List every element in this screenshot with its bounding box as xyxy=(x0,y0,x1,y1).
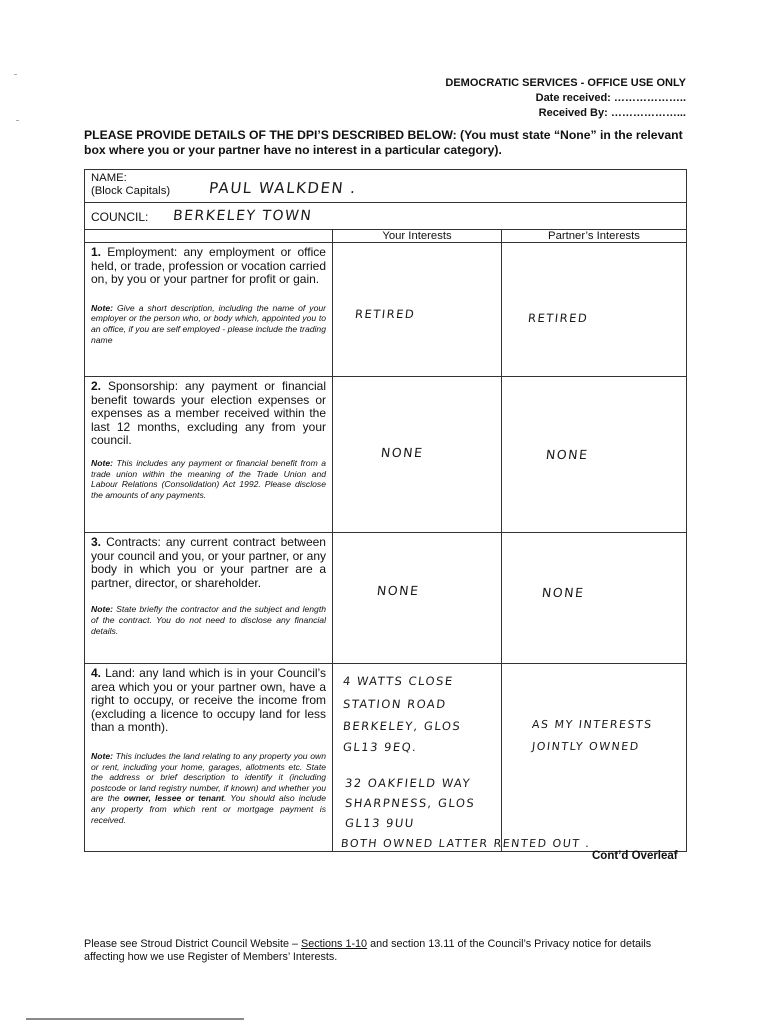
category-1-note-label: Note: xyxy=(91,302,113,313)
category-2-note xyxy=(91,458,326,500)
category-4-note-emphasis: owner, lessee or tenant xyxy=(123,793,225,804)
column-header-row xyxy=(85,230,687,243)
category-2-text xyxy=(91,380,326,448)
category-row-employment xyxy=(85,243,687,377)
name-cell xyxy=(85,170,687,203)
dpi-form-table xyxy=(84,169,687,852)
scan-speck xyxy=(14,74,17,75)
council-cell xyxy=(85,203,687,230)
category-1-note xyxy=(91,303,326,345)
category-3-body: Contracts: any current contract between your council and you, or your partner, or any body in which you or your partner are a partner, director, or shareholder. xyxy=(91,535,326,590)
name-sub-label: (Block Capitals) xyxy=(91,185,171,197)
category-4-partner-line-2: JOINTLY OWNED xyxy=(531,740,641,753)
category-1-number: 1. xyxy=(91,245,102,259)
category-row-contracts xyxy=(85,533,687,664)
land-footnote: BOTH OWNED LATTER RENTED OUT . xyxy=(340,837,592,850)
category-2-partner-interest xyxy=(502,377,687,533)
scan-edge-line xyxy=(26,1018,244,1020)
category-3-your-interest xyxy=(333,533,502,664)
land-address-1-line-3: BERKELEY, GLOS xyxy=(342,719,462,733)
your-interests-header: Your Interests xyxy=(333,230,502,243)
land-address-2-line-2: SHARPNESS, GLOS xyxy=(344,796,477,810)
category-4-description xyxy=(85,664,333,852)
category-1-text xyxy=(91,246,326,287)
category-4-text xyxy=(91,667,326,735)
scan-speck xyxy=(16,120,19,121)
date-received-line: Date received: ……………….. xyxy=(535,92,686,104)
category-4-note-text-end: . You should also include any property from which rent or mortgage payment is received. xyxy=(91,793,326,825)
category-3-partner-interest xyxy=(502,533,687,664)
name-row xyxy=(85,170,687,203)
category-2-description xyxy=(85,377,333,533)
category-1-your-value: RETIRED xyxy=(354,307,417,321)
category-4-note xyxy=(91,751,326,825)
category-1-body: Employment: any employment or office held, or trade, profession or vocation carried on, by you or your partner for profit or gain. xyxy=(91,245,326,287)
category-4-partner-line-1: AS MY INTERESTS xyxy=(531,718,654,731)
land-address-2-line-3: GL13 9UU xyxy=(344,816,416,830)
land-address-2-line-1: 32 OAKFIELD WAY xyxy=(344,776,472,790)
category-3-note xyxy=(91,604,326,636)
category-header-cell xyxy=(85,230,333,243)
instructions xyxy=(84,128,690,158)
category-3-text xyxy=(91,536,326,590)
instructions-rest: : (You must state “None” in the relevant box where you or your partner have no interest in a particular category). xyxy=(84,128,683,157)
category-3-description xyxy=(85,533,333,664)
category-3-note-label: Note: xyxy=(91,604,113,615)
category-1-note-text: Give a short description, including the name of your employer or the person who, or body which, appointed you to an office, if you are self employed - please include the trading name xyxy=(91,302,326,345)
category-2-your-interest xyxy=(333,377,502,533)
office-use-heading: DEMOCRATIC SERVICES - OFFICE USE ONLY xyxy=(445,77,686,89)
category-2-body: Sponsorship: any payment or financial benefit towards your election expenses or expenses as a member received within the last 12 months, excluding any from your council. xyxy=(91,379,326,448)
category-2-note-text: This includes any payment or financial benefit from a trade union within the meaning of the Trade Union and Labour Relations (Consolidation) Act 1992. Please disclose the amounts of any payments. xyxy=(91,457,327,500)
council-value: BERKELEY TOWN xyxy=(172,208,314,224)
name-value: PAUL WALKDEN . xyxy=(208,179,358,197)
category-3-note-text: State briefly the contractor and the subject and length of the contract. You do not need to disclose any financial details. xyxy=(91,604,327,636)
footer-text-end: and section 13.11 of the Council’s Privacy notice for details affecting how we use Register of Members’ Interests. xyxy=(84,938,652,963)
office-use-block xyxy=(445,76,686,121)
council-label: COUNCIL: xyxy=(91,210,149,224)
category-row-sponsorship xyxy=(85,377,687,533)
footer-text-start: Please see Stroud District Council Website – xyxy=(84,938,302,950)
category-4-note-label: Note: xyxy=(91,750,113,761)
category-4-number: 4. xyxy=(91,666,102,680)
name-label: NAME: xyxy=(91,172,127,184)
category-2-note-label: Note: xyxy=(91,457,113,468)
category-1-description xyxy=(85,243,333,377)
instructions-lead: PLEASE PROVIDE DETAILS OF THE DPI’S DESCRIBED BELOW xyxy=(84,128,453,142)
category-1-partner-value: RETIRED xyxy=(527,311,590,325)
category-4-body: Land: any land which is in your Council’s area which you or your partner own, have a right to occupy, or receive the income from (excluding a licence to occupy land for less than a month). xyxy=(91,666,326,735)
land-address-1-line-4: GL13 9EQ. xyxy=(342,740,419,754)
category-3-your-value: NONE xyxy=(376,583,421,598)
category-4-note-text: This includes the land relating to any property you own or rent, including your home, garages, allotments etc. State the address or brief description to identify it (including postcode or land registry number, if known) and whether you are the xyxy=(91,750,326,804)
footer-notice xyxy=(84,938,684,964)
category-1-your-interest xyxy=(333,243,502,377)
sections-link[interactable]: Sections 1-10 xyxy=(301,938,368,950)
continued-overleaf: Cont’d Overleaf xyxy=(592,850,678,862)
land-address-1-line-1: 4 WATTS CLOSE xyxy=(342,674,455,688)
council-row xyxy=(85,203,687,230)
category-2-your-value: NONE xyxy=(380,445,425,460)
land-address-1-line-2: STATION ROAD xyxy=(342,697,448,711)
category-1-partner-interest xyxy=(502,243,687,377)
received-by-line: Received By: ………………... xyxy=(538,107,686,119)
partner-interests-header: Partner’s Interests xyxy=(502,230,687,243)
category-3-number: 3. xyxy=(91,535,102,549)
category-3-partner-value: NONE xyxy=(541,585,586,600)
category-2-partner-value: NONE xyxy=(545,447,590,462)
category-row-land xyxy=(85,664,687,852)
category-2-number: 2. xyxy=(91,379,102,393)
category-4-partner-interest xyxy=(502,664,687,852)
